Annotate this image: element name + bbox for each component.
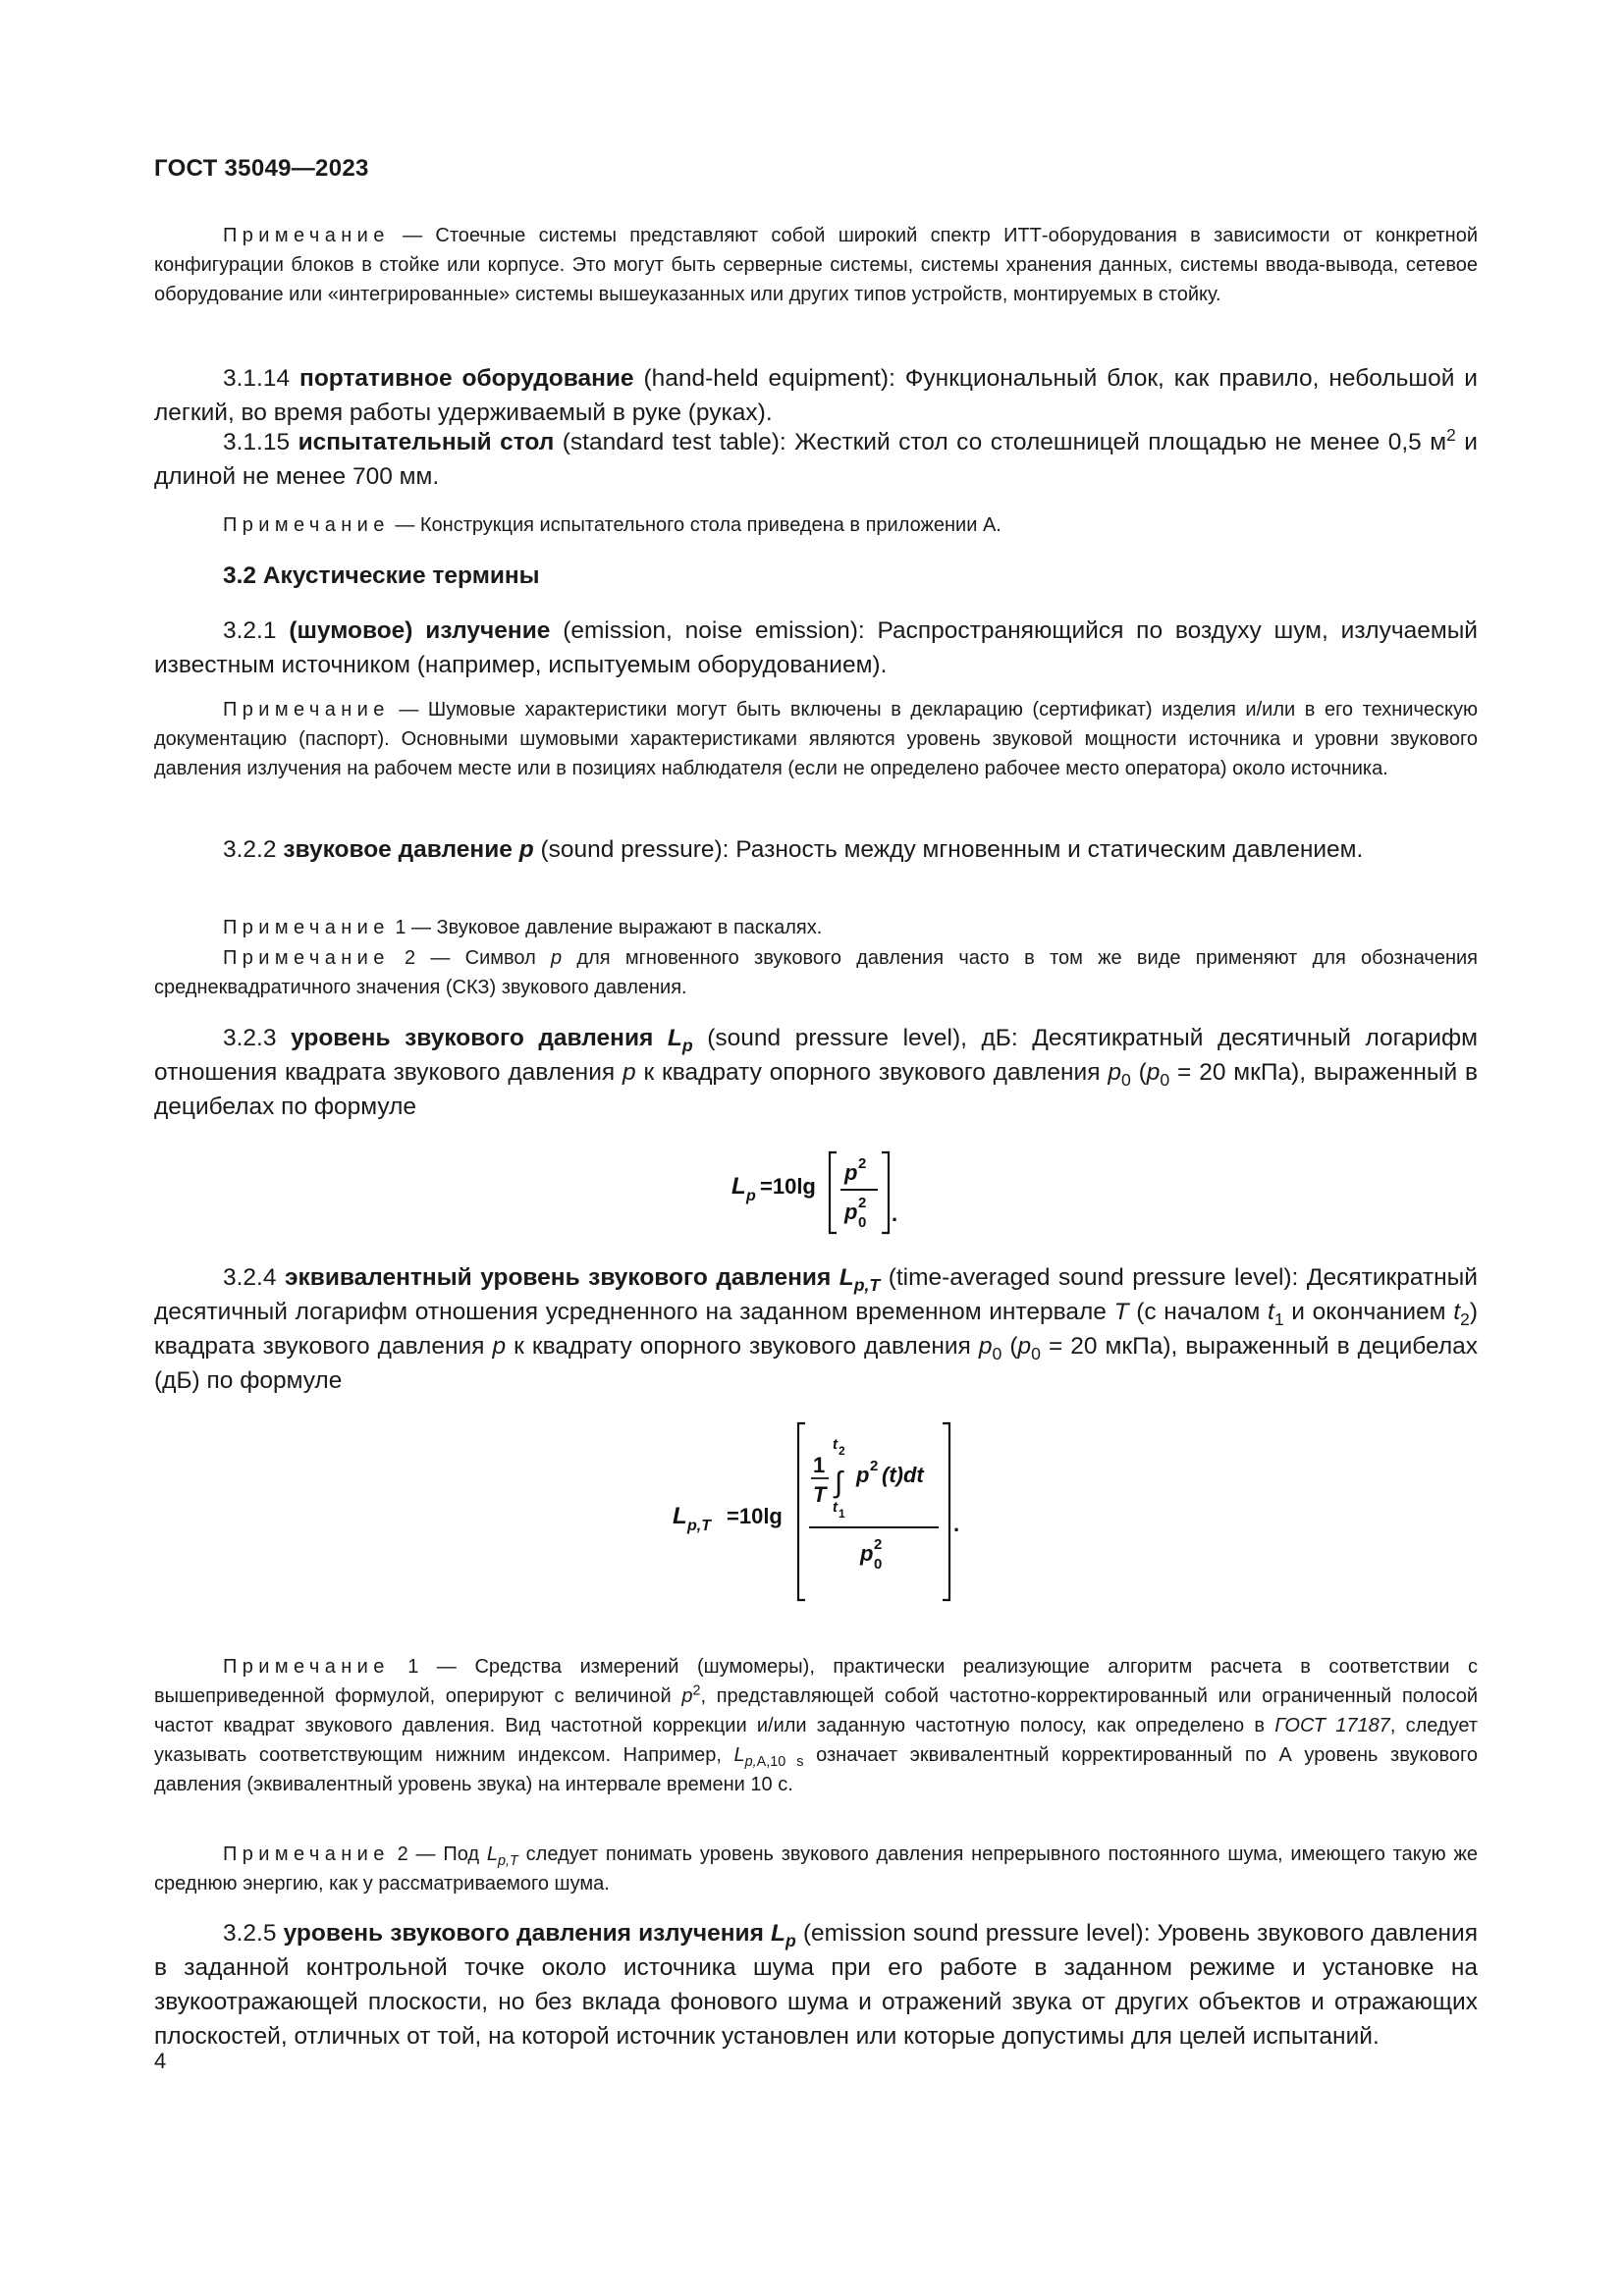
formula1-den: p bbox=[844, 1200, 858, 1224]
note-3-2-2-2: Примечание 2 — Символ p для мгновенного звукового давления часто в том же виде применяют для обозначения среднеквадратичного значения (СКЗ) звукового давления. bbox=[154, 947, 1478, 998]
integral-sign: ∫ bbox=[835, 1467, 843, 1499]
section-heading-3-2: 3.2 Акустические термины bbox=[223, 562, 540, 589]
note-3-2-2-1: Примечание 1 — Звуковое давление выражают в паскалях. bbox=[223, 917, 823, 938]
formula-sound-pressure-level bbox=[727, 1139, 923, 1237]
term-3-2-3: 3.2.3 уровень звукового давления $L_p$ (sound pressure level), дБ: Десятикратный десятичный логарифм отношения квадрата звукового давления p к квадрату опорного звукового давления $p_0$ ($p_0 = 20$ мкПа), выраженный в децибелах по формуле bbox=[154, 1025, 1478, 1120]
term-3-1-14: 3.1.14 портативное оборудование (hand-held equipment): Функциональный блок, как правило, небольшой и легкий, во время работы удерживаемый в руке (руках). bbox=[154, 365, 1478, 426]
note-label: Примечание bbox=[223, 225, 390, 246]
formula1-dot: . bbox=[892, 1201, 898, 1226]
term-3-2-2: 3.2.2 звуковое давление p (sound pressure): Разность между мгновенным и статическим давлением. bbox=[223, 836, 1364, 863]
formula2-right-bracket bbox=[943, 1423, 949, 1600]
note-rack-systems: Примечание — Стоечные системы представляют собой широкий спектр ИТТ-оборудования в зависимости от конкретной конфигурации блоков в стойке или корпусе. Это могут быть серверные системы, системы хранения данных, системы ввода-вывода, сетевое оборудование или «интегрированные» системы вышеуказанных или других типов устройств, монтируемых в стойку. bbox=[154, 225, 1478, 305]
term-3-2-4: 3.2.4 эквивалентный уровень звукового давления $L_{p,T}$ (time-averaged sound pressure level): Десятикратный десятичный логарифм отношения усредненного на заданном временном интервале T (с началом $t_1$ и окончанием $t_2$) квадрата звукового давления p к квадрату опорного звукового давления $p_0$ ($p_0 = 20$ мкПа), выраженный в децибелах (дБ) по формуле bbox=[154, 1264, 1478, 1394]
document-header: ГОСТ 35049—2023 bbox=[154, 155, 369, 182]
formula1-L: L bbox=[731, 1173, 746, 1200]
formula1-left-bracket bbox=[830, 1152, 837, 1233]
formula2-left-bracket bbox=[798, 1423, 805, 1600]
svg-text:T: T bbox=[813, 1482, 827, 1507]
svg-text:2: 2 bbox=[839, 1444, 845, 1458]
formula1-num-sup: 2 bbox=[858, 1155, 867, 1172]
page-number: 4 bbox=[154, 2049, 167, 2073]
formula1-den-sup: 2 bbox=[858, 1195, 867, 1211]
svg-text:t: t bbox=[833, 1499, 838, 1516]
svg-text:.: . bbox=[953, 1512, 960, 1536]
note-emission: Примечание — Шумовые характеристики могут быть включены в декларацию (сертификат) изделия и/или в его техническую документацию (паспорт). Основными шумовыми характеристиками являются уровень звуковой мощности источника и уровни звукового давления излучения на рабочем месте или в позициях наблюдателя (если не определено рабочее место оператора) около источника. bbox=[154, 699, 1478, 779]
svg-text:=10lg: =10lg bbox=[727, 1504, 783, 1528]
svg-text:p: p bbox=[856, 1463, 870, 1487]
svg-text:1: 1 bbox=[839, 1507, 845, 1521]
svg-text:0: 0 bbox=[874, 1556, 883, 1573]
formula-equivalent-level bbox=[668, 1414, 982, 1610]
formula1-right-bracket bbox=[882, 1152, 889, 1233]
svg-text:t: t bbox=[833, 1436, 838, 1453]
term-3-2-5: 3.2.5 уровень звукового давления излучения $L_p$ (emission sound pressure level): Уровень звукового давления в заданной контрольной точке около источника шума при его работе в заданном режиме и установке на звукоотражающей плоскости, но без вклада фонового шума и отражений звука от других объектов и отражающих плоскостей, отличных от той, на которой источник установлен или которые допустимы для целей испытаний. bbox=[154, 1920, 1479, 2050]
term-3-1-15: 3.1.15 испытательный стол (standard test table): Жесткий стол со столешницей площадью не менее 0,5 $м^2$ и длиной не менее 700 мм. bbox=[154, 424, 1478, 490]
svg-text:2: 2 bbox=[870, 1458, 879, 1474]
svg-text:p,T: p,T bbox=[687, 1518, 711, 1534]
formula1-sub: p bbox=[746, 1188, 756, 1204]
formula1-eq: =10lg bbox=[760, 1174, 816, 1199]
formula2-one: 1 bbox=[813, 1453, 826, 1477]
formula1-den-sub: 0 bbox=[858, 1214, 867, 1231]
note-3-2-4-2: Примечание 2 — Под $L_{p,T}$ следует понимать уровень звукового давления непрерывного постоянного шума, имеющего такую же среднюю энергию, как у рассматриваемого шума. bbox=[154, 1843, 1478, 1895]
svg-text:p: p bbox=[860, 1541, 874, 1566]
formula1-num: p bbox=[844, 1160, 858, 1185]
note-test-table: Примечание — Конструкция испытательного стола приведена в приложении А. bbox=[223, 514, 1001, 536]
note-3-2-4-1: Примечание 1 — Средства измерений (шумомеры), практически реализующие алгоритм расчета в соответствии с вышеприведенной формулой, оперируют с величиной $p^2$, представляющей собой частотно-корректированный или ограниченный полосой частот квадрат звукового давления. Вид частотной коррекции и/или заданную частотную полосу, как определено в ГОСТ 17187, следует указывать соответствующим нижним индексом. Например, $L_{p,A,10 s}$ означает эквивалентный корректированный по А уровень звукового давления (эквивалентный уровень звука) на интервале времени 10 с. bbox=[154, 1656, 1478, 1795]
term-3-2-1: 3.2.1 (шумовое) излучение (emission, noise emission): Распространяющийся по воздуху шум, излучаемый известным источником (например, испытуемым оборудованием). bbox=[154, 617, 1478, 678]
svg-text:(t)dt: (t)dt bbox=[882, 1463, 924, 1487]
svg-text:L: L bbox=[673, 1503, 687, 1529]
svg-text:2: 2 bbox=[874, 1536, 883, 1553]
